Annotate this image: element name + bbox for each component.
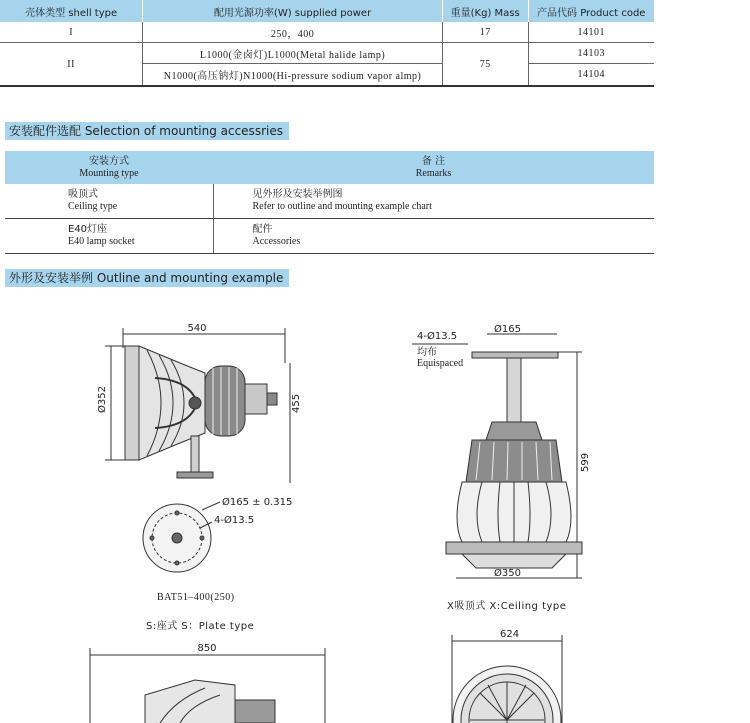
large-lamp-body — [145, 680, 235, 723]
large-dim-width: 850 — [197, 643, 217, 654]
remark-cn: 配件 — [252, 224, 273, 235]
table-row — [5, 184, 654, 219]
header-remarks — [213, 151, 654, 184]
power-cell: L1000(金卤灯)L1000(Metal halide lamp) — [143, 43, 443, 64]
ceiling-bottom-ring — [446, 542, 582, 554]
mount-type-cn: 吸顶式 — [68, 189, 98, 200]
shell-cell: II — [0, 43, 143, 87]
mount-type-cell — [5, 219, 213, 254]
ceiling-plate — [472, 352, 558, 358]
spec-table — [0, 0, 654, 87]
section-title-outline: 外形及安装举例 Outline and mounting example — [5, 269, 289, 287]
header-mass: 重量(Kg) Mass — [442, 0, 528, 22]
remark-en: Refer to outline and mounting example chart — [252, 201, 432, 212]
plate-type-base-view — [140, 490, 330, 580]
plate-type-caption: S:座式 S：Plate type — [146, 621, 255, 632]
ceiling-dim-height: 599 — [580, 452, 591, 472]
equispaced-en: Equispaced — [417, 358, 464, 369]
header-mounting-type-cn: 安装方式 — [89, 155, 129, 167]
section-title-accessories: 安装配件选配 Selection of mounting accessries — [5, 122, 289, 140]
lamp-heatsink — [205, 366, 245, 436]
ceiling-type-view — [412, 322, 602, 584]
ceiling-dim-top: Ø165 — [494, 324, 521, 335]
ceiling-heatsink — [466, 440, 562, 482]
code-cell: 14103 — [528, 43, 654, 64]
mass-cell: 17 — [442, 22, 528, 43]
lamp-front-cover — [125, 346, 139, 460]
mounting-table — [5, 151, 654, 254]
plate-model-label: BAT51–400(250) — [157, 592, 235, 603]
mount-header-row — [5, 151, 654, 184]
mount-type-cn: E40灯座 — [68, 224, 108, 235]
dim-holes-label: 4-Ø13.5 — [214, 515, 255, 526]
table-row — [0, 43, 654, 64]
power-cell: N1000(高压钠灯)N1000(Hi-pressure sodium vapor almp) — [143, 64, 443, 87]
code-cell: 14104 — [528, 64, 654, 87]
header-code: 产品代码 Product code — [528, 0, 654, 22]
table-row — [5, 219, 654, 254]
header-mounting-type — [5, 151, 213, 184]
mount-type-en: Ceiling type — [68, 201, 118, 212]
remark-cn: 见外形及安装举例图 — [252, 189, 343, 200]
code-cell: 14101 — [528, 22, 654, 43]
dim-dia-label: Ø352 — [97, 386, 108, 413]
spec-header-row — [0, 0, 654, 22]
header-shell-type: 壳体类型 shell type — [0, 0, 143, 22]
power-cell: 250，400 — [143, 22, 443, 43]
stand-base — [177, 472, 213, 478]
header-remarks-cn: 备 注 — [421, 155, 446, 167]
header-mounting-type-en: Mounting type — [79, 167, 139, 179]
remark-en: Accessories — [252, 236, 301, 247]
ceiling-dim-bottom: Ø350 — [494, 568, 521, 579]
dim-base-label: Ø165 ± 0.315 — [222, 497, 293, 508]
remark-cell — [213, 184, 654, 219]
ceiling-dim-holes: 4-Ø13.5 — [417, 331, 458, 342]
large-side-view — [85, 640, 335, 723]
mount-type-cell — [5, 184, 213, 219]
header-power: 配用光源功率(W) supplied power — [143, 0, 443, 22]
dim-height-label: 455 — [291, 393, 302, 413]
large-front-view — [440, 625, 575, 723]
mass-cell: 75 — [442, 43, 528, 87]
stand-post — [191, 436, 199, 472]
plate-type-side-view — [95, 318, 325, 488]
remark-cell — [213, 219, 654, 254]
table-row — [0, 22, 654, 43]
dim-width-label: 540 — [187, 323, 207, 334]
ceiling-pipe — [507, 358, 521, 422]
equispaced-cn: 均布 — [417, 347, 437, 358]
ceiling-type-caption: X吸顶式 X:Ceiling type — [447, 601, 567, 612]
header-remarks-en: Remarks — [415, 167, 452, 179]
lamp-rear-box — [245, 384, 267, 414]
shell-cell: I — [0, 22, 143, 43]
mount-type-en: E40 lamp socket — [68, 236, 135, 247]
large-dim-front-width: 624 — [500, 629, 520, 640]
